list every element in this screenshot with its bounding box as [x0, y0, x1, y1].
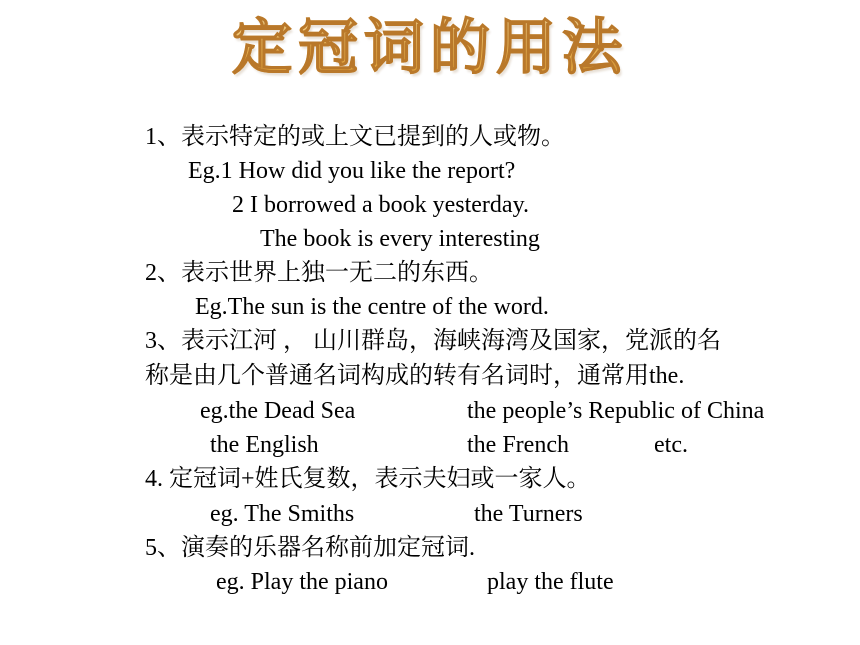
rule-3-example-english: the English: [210, 432, 319, 458]
rule-2-example: Eg.The sun is the centre of the word.: [195, 294, 549, 320]
rule-1-example-2b: The book is every interesting: [260, 226, 540, 252]
rule-4-example-turners: the Turners: [474, 501, 583, 527]
rule-3-example-etc: etc.: [654, 432, 688, 458]
rule-4-heading: 4. 定冠词+姓氏复数，表示夫妇或一家人。: [145, 466, 591, 492]
rule-3-example-prc: the people’s Republic of China: [467, 398, 765, 424]
rule-5-example-piano: eg. Play the piano: [216, 569, 388, 595]
rule-5-heading: 5、演奏的乐器名称前加定冠词.: [145, 535, 475, 561]
rule-1-example-2a: 2 I borrowed a book yesterday.: [232, 192, 530, 218]
rule-3-heading-line-2: 称是由几个普通名词构成的转有名词时，通常用the.: [145, 363, 685, 389]
rule-1-heading: 1、表示特定的或上文已提到的人或物。: [145, 124, 565, 150]
slide-title: 定冠词的用法: [0, 8, 860, 88]
rule-4-example-smiths: eg. The Smiths: [210, 501, 355, 527]
rule-3-heading-line-1: 3、表示江河 ， 山川群岛，海峡海湾及国家，党派的名: [145, 328, 721, 354]
rule-1-example-1: Eg.1 How did you like the report?: [188, 158, 516, 184]
rule-5-example-flute: play the flute: [487, 569, 614, 595]
rule-3-example-french: the French: [467, 432, 569, 458]
rule-2-heading: 2、表示世界上独一无二的东西。: [145, 260, 493, 286]
rule-3-example-dead-sea: eg.the Dead Sea: [200, 398, 356, 424]
